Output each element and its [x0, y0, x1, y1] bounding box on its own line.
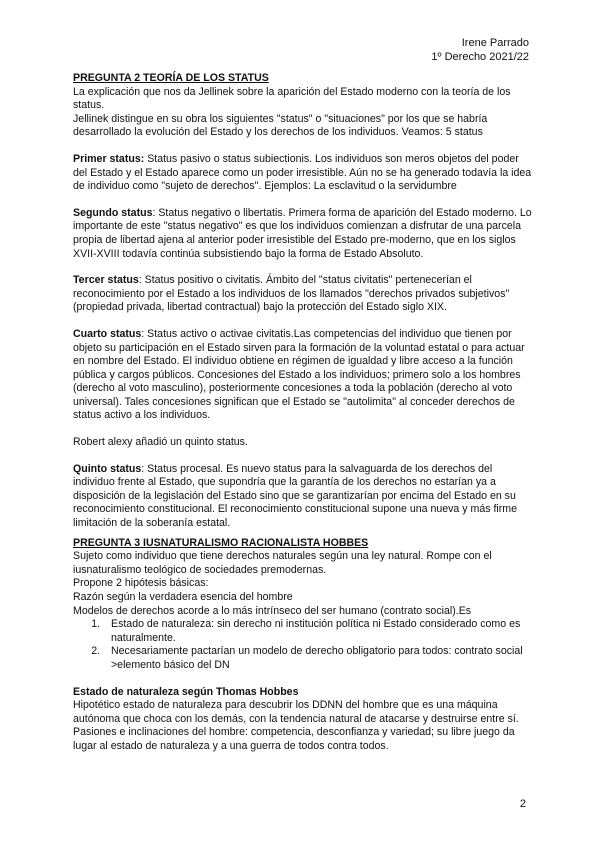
paragraph-razon: Razón según la verdadera esencia del hombre	[73, 591, 293, 603]
subheading-estado-naturaleza: Estado de naturaleza según Thomas Hobbes	[73, 685, 299, 698]
quinto-status-text: : Status procesal. Es nuevo status para la salvaguarda de los derechos del individuo frente al Estado, que supondría que la garantía de los derechos no estarían ya a disposición de la legislación del Estado sino que se garantizarían por encima del Estado en su reconocimiento constitucional. El reconocimiento constitucional supone una nueva y más firme limitación de la soberanía estatal.	[73, 462, 517, 530]
paragraph-intro-1: La explicación que nos da Jellinek sobre la aparición del Estado moderno con la teoría de los status.	[73, 85, 511, 112]
cuarto-status-text: : Status activo o activae civitatis.Las competencias del individuo que tienen por objeto su participación en el Estado sirven para la formación de la voluntad estatal o para actuar en nombre del Estado. El individuo obtiene en régimen de igualdad y libre acceso a la función pública y cargos públicos. Concesiones del Estado a los individuos; primero solo a los hombres (derecho al voto masculino), posteriormente concesiones a toda la población (derecho al voto universal). Tales concesiones significan que el Estado se "autolimita" al conceder derechos de status activo a los individuos.	[73, 327, 525, 422]
quinto-status-lead: Quinto status	[73, 462, 142, 475]
list-item: 2. Necesariamente pactarían un modelo de derecho obligatorio para todos: contrato social >elemento básico del DN	[103, 645, 533, 672]
paragraph-hipotesis: Propone 2 hipótesis básicas:	[73, 577, 209, 590]
paragraph-modelos: Modelos de derechos acorde a lo más intrínseco del ser humano (contrato social).Es	[73, 604, 472, 617]
segundo-status-text: : Status negativo o libertatis. Primera forma de aparición del Estado moderno. Lo importante de este "status negativo" es que los individuos comienzan a disfrutar de una parcela propia de libertad ajena al anterior poder irresistible del Estado pre-moderno, que en los siglos XVII-XVIII todavía continúa subsistiendo bajo la forma de Estado Absoluto.	[73, 206, 532, 260]
author-name: Irene Parrado	[461, 37, 529, 49]
paragraph-pasiones: Pasiones e inclinaciones del hombre: competencia, desconfianza y variedad; su libre juego da lugar al estado de naturaleza y a una guerra de todos contra todos.	[73, 726, 515, 752]
paragraph-sujeto: Sujeto como individuo que tiene derechos naturales según una ley natural. Rompe con el iusnaturalismo teológico de sociedades premodernas.	[73, 550, 492, 576]
list-item: 1. Estado de naturaleza: sin derecho ni institución política ni Estado considerado como es naturalmente.	[103, 618, 533, 645]
paragraph-alexy: Robert alexy añadió un quinto status.	[73, 436, 248, 449]
tercer-status-text: : Status positivo o civitatis. Ámbito del "status civitatis" pertenecerían el reconocimiento por el Estado a los individuos de los llamados "derechos privados subjetivos" (propiedad privada, libertad contractual) bajo la protección del Estado siglo XIX.	[73, 274, 510, 314]
paragraph-primer-status	[73, 153, 533, 194]
segundo-status-lead: Segundo status	[73, 206, 153, 219]
paragraph-intro-2: Jellinek distingue en su obra los siguientes "status" o "situaciones" por los que se habría desarrollado la evolución del Estado y los derechos de los individuos. Veamos: 5 status	[73, 112, 488, 139]
page-header	[431, 36, 529, 64]
paragraph-hipotetico: Hipotético estado de naturaleza para descubrir los DDNN del hombre que es una máquina autónoma que choca con los demás, con la tendencia natural de atacarse y destruirse entre sí.	[73, 699, 519, 725]
page-content	[73, 72, 533, 754]
page-number: 2	[519, 798, 526, 810]
primer-status-lead: Primer status:	[73, 152, 145, 165]
paragraph-segundo-status	[73, 207, 533, 261]
paragraph-cuarto-status	[73, 328, 533, 423]
course-label: 1º Derecho 2021/22	[431, 51, 529, 63]
section-heading-pregunta-3: PREGUNTA 3 IUSNATURALISMO RACIONALISTA HOBBES	[73, 536, 369, 549]
cuarto-status-lead: Cuarto status	[73, 327, 142, 340]
tercer-status-lead: Tercer status	[73, 274, 139, 287]
paragraph-tercer-status	[73, 274, 533, 315]
paragraph-quinto-status	[73, 463, 533, 531]
hypothesis-list	[73, 618, 533, 672]
section-heading-pregunta-2: PREGUNTA 2 TEORÍA DE LOS STATUS	[73, 72, 269, 84]
primer-status-text: Status pasivo o status subiectionis. Los individuos son meros objetos del poder del Estado y el Estado aparece como un poder irresistible. Aún no se ha generado todavía la idea de individuo como "sujeto de derechos". Ejemplos: La esclavitud o la servidumbre	[73, 152, 532, 193]
